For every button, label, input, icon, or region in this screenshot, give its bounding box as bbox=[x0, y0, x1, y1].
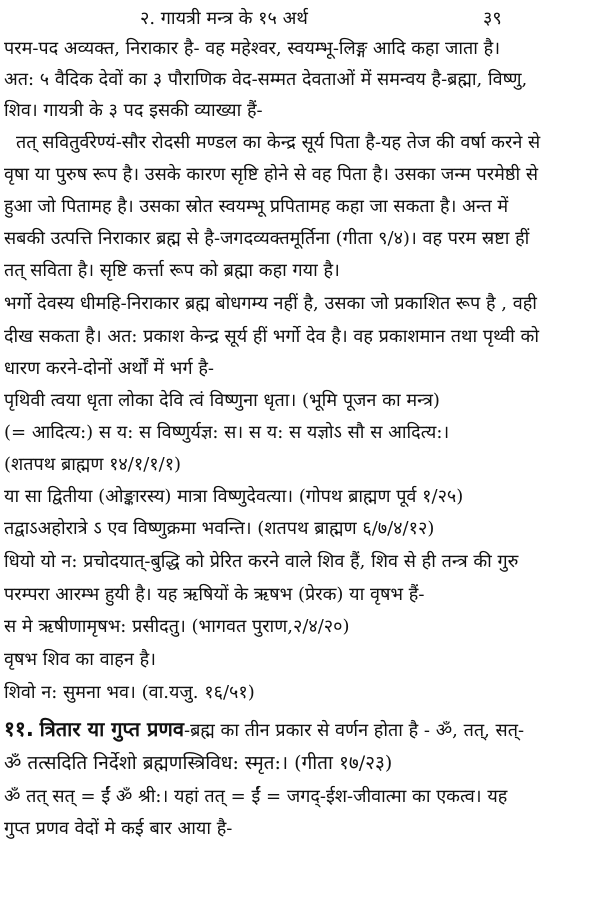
section-heading-rest: -ब्रह्म का तीन प्रकार से वर्णन होता है - ॐ, तत्, सत्- bbox=[184, 720, 525, 741]
text-line: हुआ जो पितामह है। उसका स्रोत स्वयम्भू प्रपितामह कहा जा सकता है। अन्त में bbox=[4, 196, 509, 217]
text-line: भर्गो देवस्य धीमहि-निराकार ब्रह्म बोधगम्य नहीं है, उसका जो प्रकाशित रूप है , वही bbox=[4, 293, 537, 314]
text-line: धारण करने-दोनों अर्थों में भर्ग है- bbox=[4, 358, 214, 379]
page-number: ३९ bbox=[483, 8, 502, 29]
text-line: शिवो न: सुमना भव। (वा.यजु. १६/५१) bbox=[4, 682, 255, 703]
text-line: सबकी उत्पत्ति निराकार ब्रह्म से है-जगदव्यक्तमूर्तिना (गीता ९/४)। वह परम स्रष्टा हीं bbox=[4, 228, 530, 249]
section-heading-line bbox=[4, 712, 596, 746]
text-line: वृषा या पुरुष रूप है। उसके कारण सृष्टि होने से वह पिता है। उसका जन्म परमेष्ठी से bbox=[4, 164, 539, 185]
text-line: तत् सविता है। सृष्टि कर्त्ता रूप को ब्रह्मा कहा गया है। bbox=[4, 260, 340, 281]
text-line: परम्परा आरम्भ हुयी है। यह ऋषियों के ऋषभ (प्रेरक) या वृषभ हैं- bbox=[4, 584, 425, 605]
section-heading: त्रितार या गुप्त प्रणव bbox=[39, 717, 184, 741]
text-line: गुप्त प्रणव वेदों मे कई बार आया है- bbox=[4, 818, 233, 839]
text-line: शिव। गायत्री के ३ पद इसकी व्याख्या हैं- bbox=[4, 100, 263, 121]
text-line: दीख सकता है। अत: प्रकाश केन्द्र सूर्य हीं भर्गो देव है। वह प्रकाशमान तथा पृथ्वी को bbox=[4, 326, 539, 347]
text-line: वृषभ शिव का वाहन है। bbox=[4, 649, 156, 670]
text-line: परम-पद अव्यक्त, निराकार है- वह महेश्वर, स्वयम्भू-लिङ्ग आदि कहा जाता है। bbox=[4, 38, 501, 59]
text-line: धियो यो न: प्रचोदयात्-बुद्धि को प्रेरित करने वाले शिव हैं, शिव से ही तन्त्र की गुरु bbox=[4, 551, 519, 572]
text-line: तत् सवितुर्वरेण्यं-सौर रोदसी मण्डल का केन्द्र सूर्य पिता है-यह तेज की वर्षा करने से bbox=[16, 132, 541, 153]
text-line: अत: ५ वैदिक देवों का ३ पौराणिक वेद-सम्मत देवताओं में समन्वय है-ब्रह्मा, विष्णु, bbox=[4, 69, 528, 90]
text-line: (शतपथ ब्राह्मण १४/१/१/१) bbox=[4, 454, 182, 475]
text-line: पृथिवी त्वया धृता लोका देवि त्वं विष्णुना धृता। (भूमि पूजन का मन्त्र) bbox=[4, 390, 440, 411]
text-line: (= आदित्य:) स य: स विष्णुर्यज्ञ: स। स य: स यज्ञोऽ सौ स आदित्य:। bbox=[4, 422, 450, 443]
text-line: ॐ तत् सत् = ईं ॐ श्री:। यहां तत् = ईं = जगद्-ईश-जीवात्मा का एकत्व। यह bbox=[4, 786, 508, 807]
running-header bbox=[0, 6, 600, 30]
text-line: स मे ऋषीणामृषभ: प्रसीदतु। (भागवत पुराण,२/४/२०) bbox=[4, 616, 350, 637]
text-line: ॐ तत्सदिति निर्देशो ब्रह्मणस्त्रिविध: स्मृत:। (गीता १७/२३) bbox=[4, 752, 393, 774]
text-line: तद्वाऽअहोरात्रे ऽ एव विष्णुक्रमा भवन्ति। (शतपथ ब्राह्मण ६/७/४/१२) bbox=[4, 518, 435, 539]
section-number: ११. bbox=[4, 717, 34, 741]
text-line: या सा द्वितीया (ओङ्कारस्य) मात्रा विष्णुदेवत्या। (गोपथ ब्राह्मण पूर्व १/२५) bbox=[4, 486, 464, 507]
chapter-title: २. गायत्री मन्त्र के १५ अर्थ bbox=[140, 8, 308, 29]
